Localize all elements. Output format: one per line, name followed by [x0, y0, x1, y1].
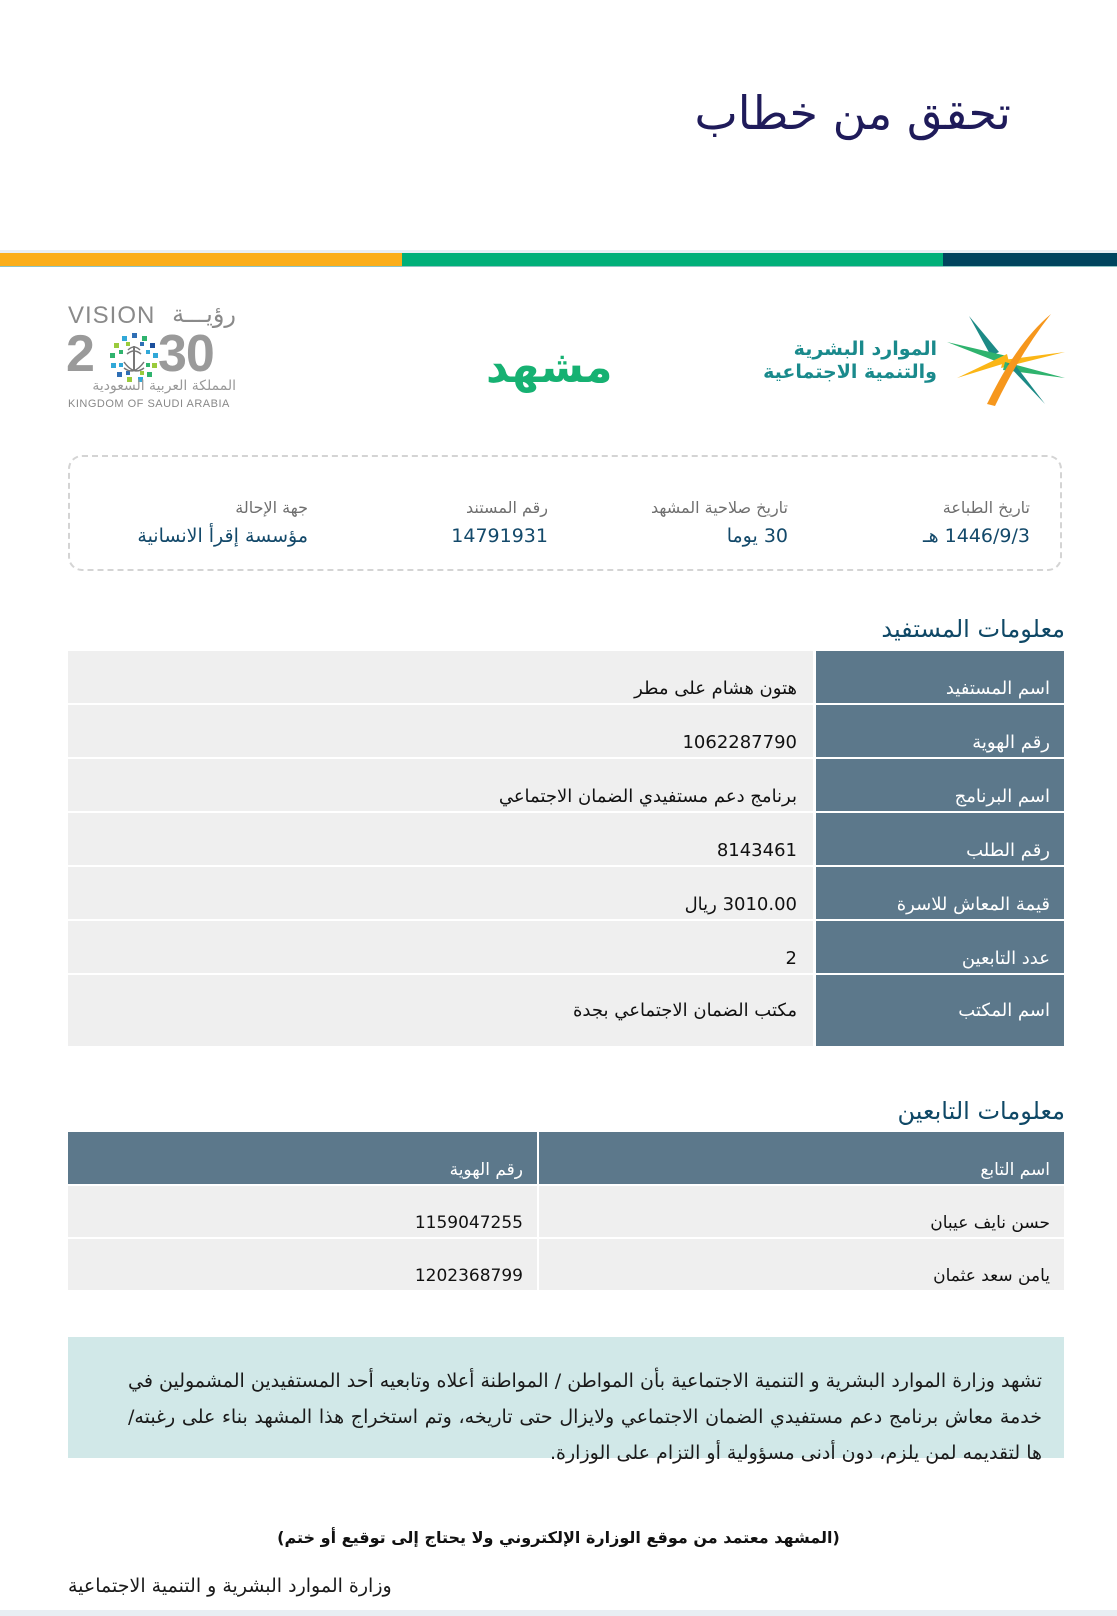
- row-label: اسم المكتب: [816, 975, 1064, 1046]
- meta-value: 14791931: [451, 525, 548, 547]
- stripe-navy: [943, 253, 1117, 266]
- meta-print-date: [923, 497, 1030, 551]
- meta-label: تاريخ صلاحية المشهد: [650, 498, 788, 517]
- beneficiary-section-title: معلومات المستفيد: [881, 615, 1065, 643]
- row-label: قيمة المعاش للاسرة: [816, 867, 1064, 919]
- ministry-footer: وزارة الموارد البشرية و التنمية الاجتماعية: [68, 1575, 392, 1597]
- declaration-text: تشهد وزارة الموارد البشرية و التنمية الاجتماعية بأن المواطن / المواطنة أعلاه وتابعيه أحد المستفيدين المشمولين في خدمة معاش برنامج دعم مستفيدي الضمان الاجتماعي ولايزال حتى تاريخه، وتم استخراج هذا المشهد بناء على رغبته/ ها لتقديمه لمن يلزم، دون أدنى مسؤولية أو التزام على الوزارة.: [68, 1337, 1064, 1458]
- vision-year-left: 2: [66, 325, 94, 383]
- table-row: [68, 651, 1064, 703]
- table-row: [68, 975, 1064, 1046]
- ministry-logo: [755, 308, 1065, 408]
- meta-label: جهة الإحالة: [235, 498, 308, 517]
- dependents-section-title: معلومات التابعين: [897, 1097, 1065, 1125]
- document-type-heading: مشهد: [486, 342, 613, 393]
- stripe-green: [402, 253, 943, 266]
- vision-en-label: VISION: [68, 302, 156, 329]
- meta-validity: [651, 497, 788, 551]
- beneficiary-table: [68, 651, 1064, 1048]
- ministry-logo-line-2: والتنمية الاجتماعية: [763, 361, 937, 383]
- table-row: [68, 705, 1064, 757]
- table-header-row: [68, 1132, 1064, 1184]
- vision-country-ar: المملكة العربية السعودية: [92, 378, 236, 394]
- row-label: اسم البرنامج: [816, 759, 1064, 811]
- approval-footnote: (المشهد معتمد من موقع الوزارة الإلكتروني ولا يحتاج إلى توقيع أو ختم): [277, 1528, 840, 1547]
- meta-value: 30 يوما: [726, 525, 788, 547]
- stripe-underline: [0, 266, 1117, 267]
- row-label: اسم المستفيد: [816, 651, 1064, 703]
- vision-2030-logo: [66, 300, 242, 420]
- ministry-logo-line-1: الموارد البشرية: [793, 338, 937, 360]
- row-label: عدد التابعين: [816, 921, 1064, 973]
- dependent-id: 1159047255: [68, 1186, 537, 1237]
- vision-year: [66, 324, 214, 384]
- table-row: [68, 759, 1064, 811]
- table-row: [68, 921, 1064, 973]
- table-row: [68, 1186, 1064, 1237]
- ministry-logo-text: [763, 338, 937, 384]
- row-value: هتون هشام على مطر: [68, 651, 813, 703]
- row-value: برنامج دعم مستفيدي الضمان الاجتماعي: [68, 759, 813, 811]
- ministry-star-icon: [947, 312, 1065, 406]
- column-header-name: اسم التابع: [539, 1132, 1064, 1184]
- vision-ar-label: رؤيـــة: [172, 300, 236, 328]
- column-header-id: رقم الهوية: [68, 1132, 537, 1184]
- stripe-gold: [0, 253, 402, 266]
- row-label: رقم الطلب: [816, 813, 1064, 865]
- meta-referral-entity: [137, 497, 308, 551]
- meta-label: تاريخ الطباعة: [942, 498, 1030, 517]
- row-value: 1062287790: [68, 705, 813, 757]
- meta-label: رقم المستند: [465, 498, 548, 517]
- row-value: 2: [68, 921, 813, 973]
- table-row: [68, 813, 1064, 865]
- row-value: 8143461: [68, 813, 813, 865]
- document-meta-box: [68, 455, 1062, 571]
- meta-document-number: [451, 497, 548, 551]
- meta-value: 1446/9/3 هـ: [923, 525, 1030, 547]
- row-value: مكتب الضمان الاجتماعي بجدة: [68, 975, 813, 1046]
- vision-year-right: 30: [158, 325, 214, 383]
- dependent-id: 1202368799: [68, 1239, 537, 1290]
- dependent-name: يامن سعد عثمان: [539, 1239, 1064, 1290]
- table-row: [68, 1239, 1064, 1290]
- meta-value: مؤسسة إقرأ الانسانية: [137, 525, 308, 547]
- row-value: 3010.00 ريال: [68, 867, 813, 919]
- page-title: تحقق من خطاب: [694, 86, 1011, 140]
- table-row: [68, 867, 1064, 919]
- dependents-table: [68, 1132, 1064, 1292]
- vision-country-en: KINGDOM OF SAUDI ARABIA: [68, 398, 230, 410]
- row-label: رقم الهوية: [816, 705, 1064, 757]
- dependent-name: حسن نايف عيبان: [539, 1186, 1064, 1237]
- bottom-band: [0, 1610, 1117, 1616]
